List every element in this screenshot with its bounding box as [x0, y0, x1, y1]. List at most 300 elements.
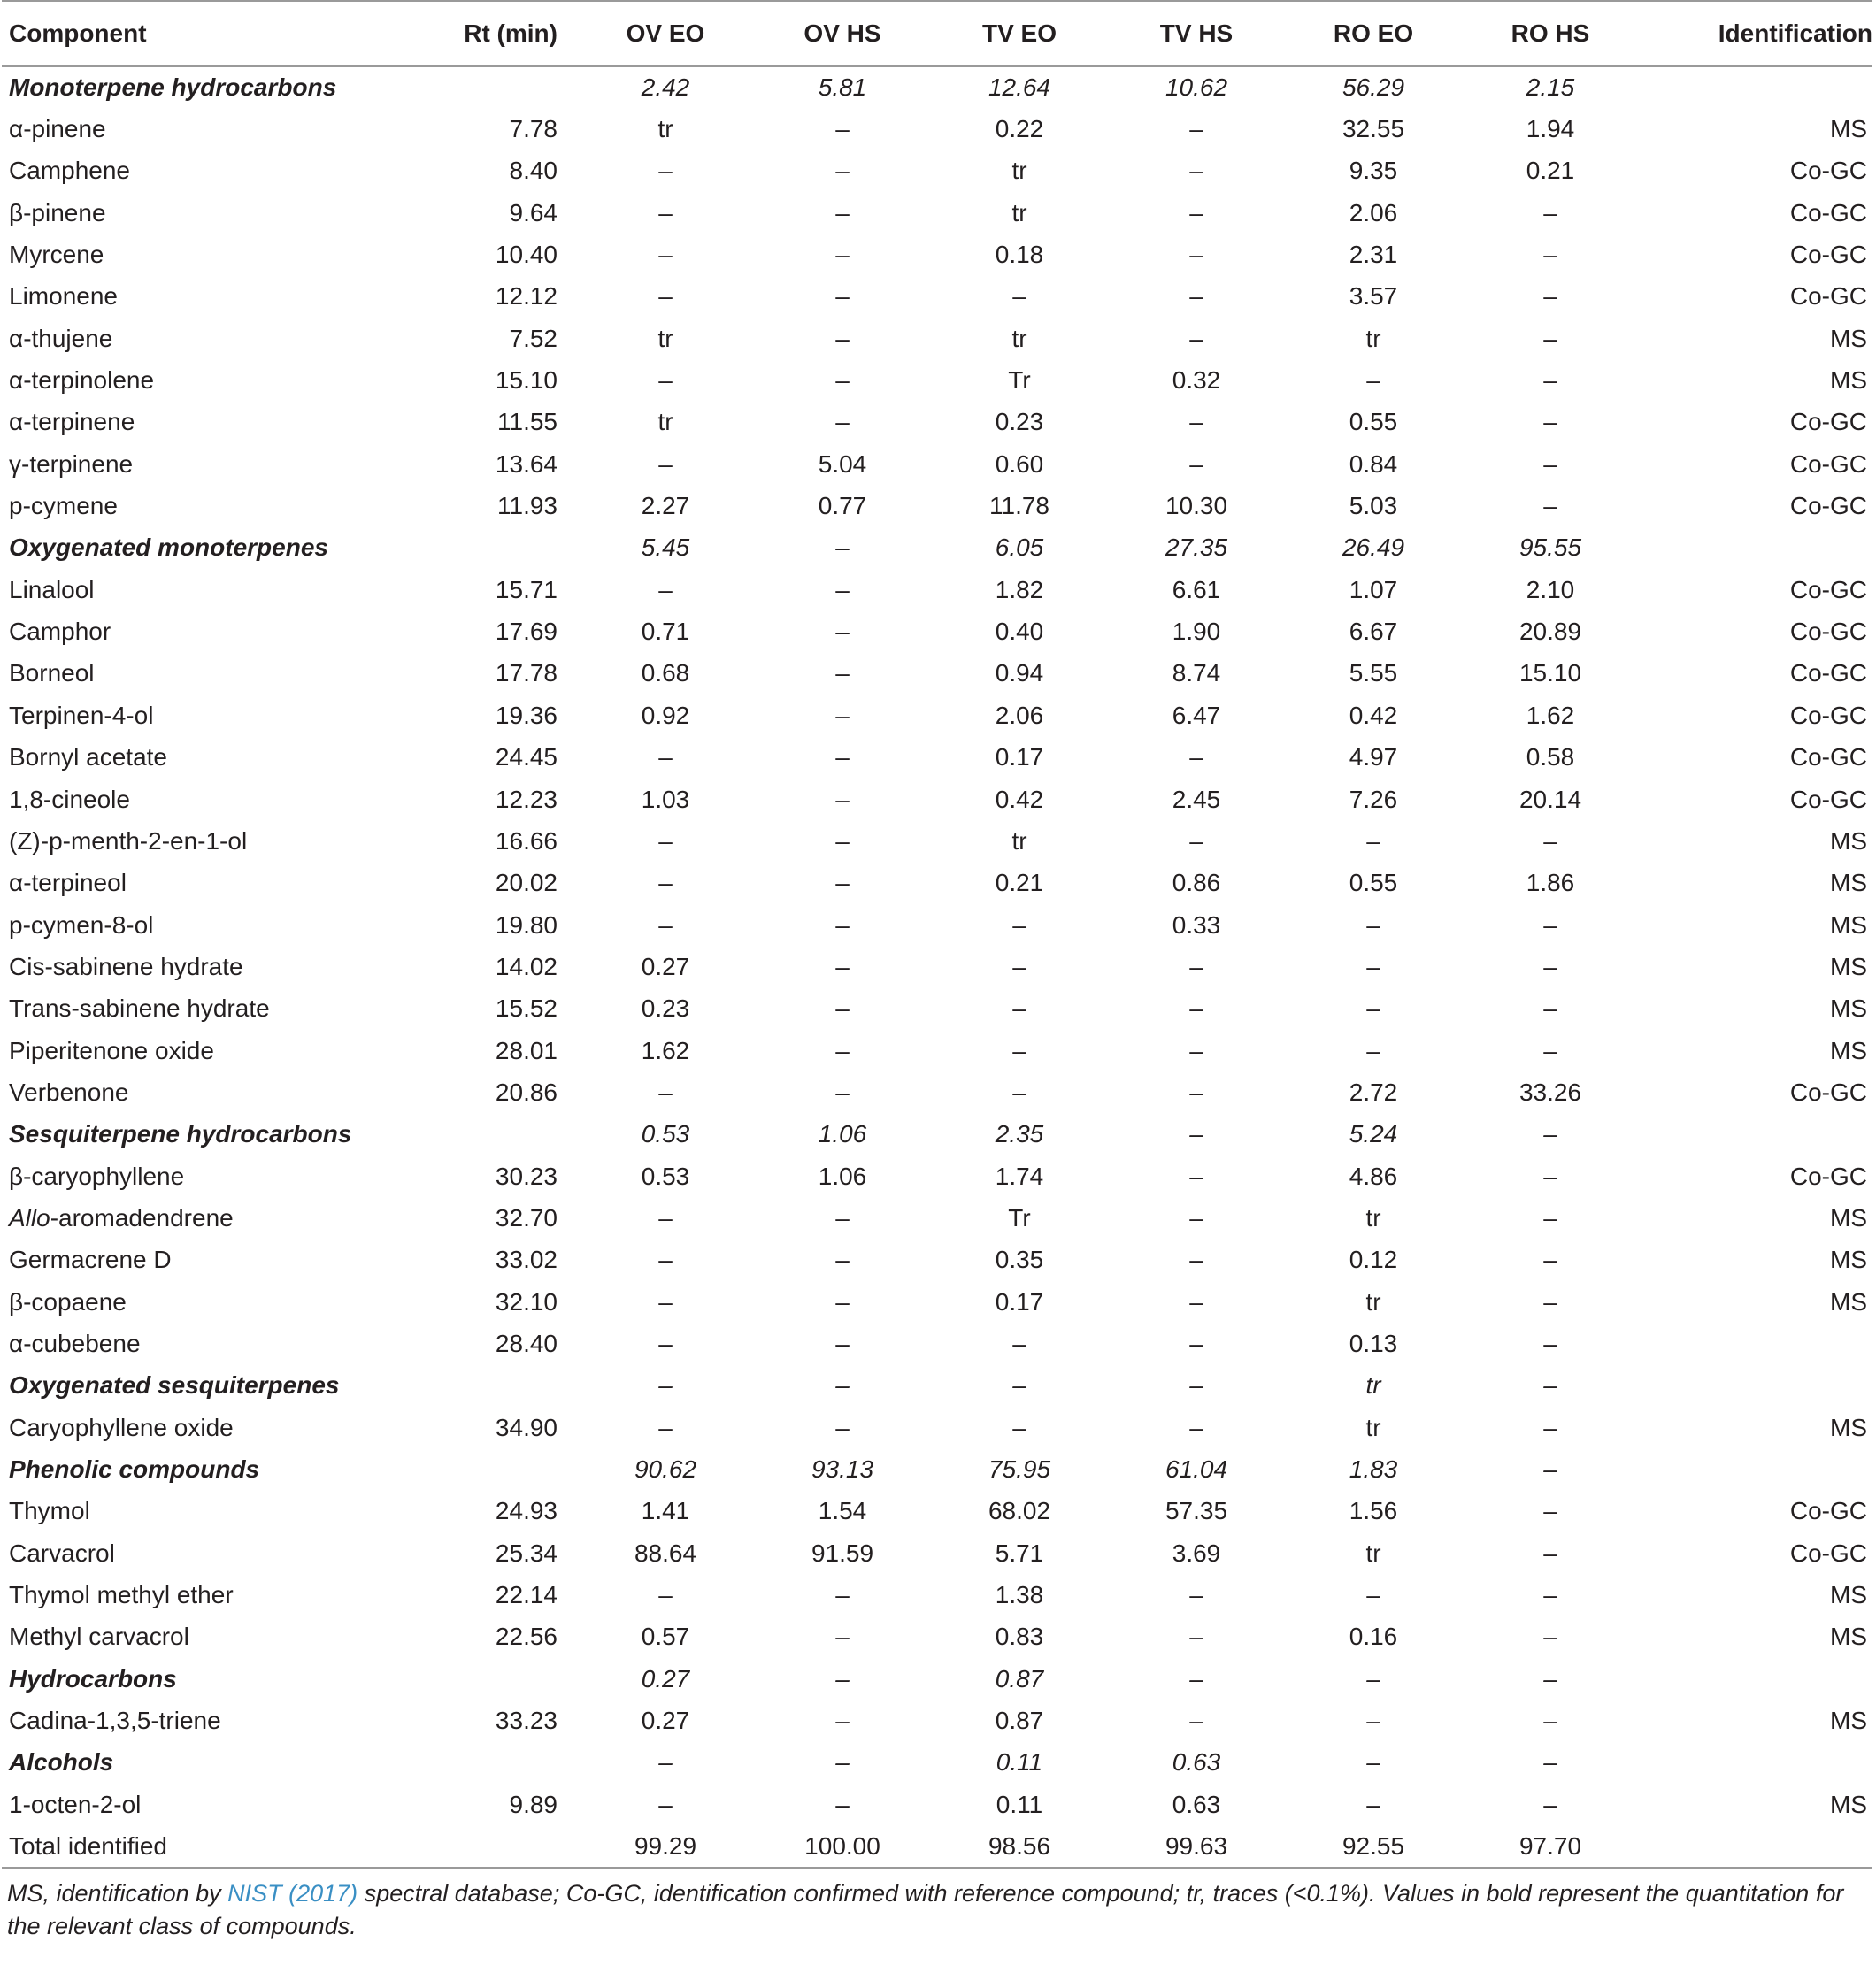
cell-ov-hs: –: [835, 1623, 850, 1651]
cell-identification: Co-GC: [1789, 701, 1867, 729]
cell-rt: 30.23: [495, 1162, 557, 1190]
cell-ro-hs: 1.94: [1526, 115, 1575, 143]
cell-tv-eo: 0.87: [995, 1664, 1044, 1693]
table-row: [2, 610, 1872, 652]
cell-ov-eo: –: [658, 1581, 673, 1609]
cell-ov-eo: tr: [657, 324, 673, 352]
footnote-text-start: MS, identification by: [7, 1879, 228, 1907]
cell-ov-hs: –: [835, 1413, 850, 1441]
cell-tv-eo: 75.95: [988, 1455, 1051, 1484]
cell-ov-eo: –: [658, 198, 673, 226]
cell-ov-eo: 0.71: [641, 618, 690, 646]
cell-component: Germacrene D: [9, 1246, 172, 1274]
cell-tv-eo: –: [1012, 1371, 1026, 1400]
cell-identification: Co-GC: [1789, 241, 1867, 269]
cell-ov-hs: –: [835, 952, 850, 980]
header-tv-hs: TV HS: [1108, 1, 1285, 66]
cell-tv-eo: 0.18: [995, 241, 1044, 269]
cell-tv-eo: 5.71: [995, 1539, 1044, 1567]
header-rt: Rt (min): [435, 1, 577, 66]
cell-ov-eo: –: [658, 1078, 673, 1106]
cell-ov-eo: –: [658, 1329, 673, 1357]
cell-tv-hs: –: [1189, 743, 1203, 771]
cell-tv-eo: tr: [1011, 198, 1027, 226]
cell-component: Methyl carvacrol: [9, 1623, 189, 1651]
cell-identification: Co-GC: [1789, 157, 1867, 185]
cell-ov-hs: 91.59: [811, 1539, 874, 1567]
cell-component: Cadina-1,3,5-triene: [9, 1707, 221, 1735]
cell-component: Thymol: [9, 1497, 90, 1525]
cell-ov-hs: –: [835, 324, 850, 352]
header-row: [2, 1, 1872, 66]
cell-tv-hs: 2.45: [1172, 785, 1221, 813]
cell-tv-hs: –: [1189, 282, 1203, 311]
category-row: [2, 1365, 1872, 1407]
cell-identification: MS: [1830, 1246, 1867, 1274]
cell-identification: [1639, 1114, 1872, 1155]
cell-rt: [435, 1825, 577, 1867]
cell-tv-eo: 0.60: [995, 449, 1044, 478]
cell-identification: MS: [1830, 1413, 1867, 1441]
cell-component: α-terpinene: [9, 408, 135, 436]
cell-component: β-pinene: [9, 198, 106, 226]
cell-identification: [1639, 527, 1872, 569]
cell-ro-hs: 33.26: [1518, 1078, 1582, 1106]
table-row: [2, 1784, 1872, 1825]
cell-ro-hs: –: [1543, 1329, 1557, 1357]
cell-identification: Co-GC: [1789, 785, 1867, 813]
cell-ro-eo: 5.55: [1349, 659, 1398, 687]
cell-ro-hs: –: [1543, 492, 1557, 520]
cell-identification: MS: [1830, 115, 1867, 143]
cell-component: Linalool: [9, 575, 95, 603]
cell-ro-eo: –: [1366, 1664, 1380, 1693]
cell-tv-eo: 0.17: [995, 743, 1044, 771]
cell-ov-hs: –: [835, 1371, 850, 1400]
cell-ov-hs: –: [835, 1790, 850, 1818]
cell-ro-eo: 3.57: [1349, 282, 1398, 311]
cell-rt: 13.64: [495, 449, 557, 478]
cell-component: α-terpineol: [9, 869, 127, 897]
cell-rt: 12.23: [495, 785, 557, 813]
cell-ro-hs: 97.70: [1462, 1825, 1639, 1867]
cell-ro-eo: –: [1366, 952, 1380, 980]
table-row: [2, 108, 1872, 150]
cell-ro-eo: –: [1366, 1790, 1380, 1818]
table-header: [2, 1, 1872, 66]
footnote-reference-link[interactable]: NIST (2017): [227, 1879, 358, 1907]
cell-rt: 16.66: [495, 826, 557, 855]
cell-ov-hs: 100.00: [754, 1825, 931, 1867]
cell-ro-eo: –: [1366, 1036, 1380, 1064]
cell-component: Myrcene: [9, 241, 104, 269]
cell-ov-eo: –: [658, 869, 673, 897]
cell-tv-hs: –: [1189, 1329, 1203, 1357]
cell-rt: 10.40: [495, 241, 557, 269]
cell-ro-eo: 92.55: [1285, 1825, 1462, 1867]
cell-ro-eo: tr: [1365, 1203, 1381, 1232]
cell-identification: Co-GC: [1789, 659, 1867, 687]
cell-tv-eo: 0.11: [996, 1748, 1043, 1777]
table-footnote: [7, 1877, 1865, 1943]
cell-ro-hs: 2.10: [1526, 575, 1575, 603]
cell-ov-hs: –: [835, 198, 850, 226]
header-ov-eo: OV EO: [577, 1, 754, 66]
cell-tv-eo: 1.38: [995, 1581, 1044, 1609]
cell-identification: MS: [1830, 994, 1867, 1023]
header-ro-eo: RO EO: [1285, 1, 1462, 66]
table-row: [2, 1323, 1872, 1364]
cell-ro-hs: –: [1543, 826, 1557, 855]
cell-ro-eo: tr: [1365, 1413, 1381, 1441]
cell-ov-eo: 0.27: [641, 1664, 690, 1693]
cell-component: Verbenone: [9, 1078, 129, 1106]
cell-ov-eo: 1.03: [641, 785, 690, 813]
cell-component: β-caryophyllene: [9, 1162, 185, 1190]
table-row: [2, 1532, 1872, 1574]
cell-tv-eo: 6.05: [995, 533, 1044, 562]
table-row: [2, 820, 1872, 862]
category-row: [2, 527, 1872, 569]
table-row: [2, 653, 1872, 695]
cell-rt: 32.10: [495, 1287, 557, 1316]
cell-tv-hs: –: [1189, 952, 1203, 980]
cell-ro-eo: 0.42: [1349, 701, 1398, 729]
total-row: [2, 1825, 1872, 1867]
table-row: [2, 318, 1872, 359]
cell-rt: 33.02: [495, 1246, 557, 1274]
cell-tv-eo: 2.35: [995, 1120, 1044, 1148]
cell-tv-hs: –: [1189, 198, 1203, 226]
cell-tv-hs: –: [1189, 1162, 1203, 1190]
cell-ov-hs: –: [835, 241, 850, 269]
cell-rt: 9.64: [509, 198, 557, 226]
cell-tv-hs: –: [1189, 324, 1203, 352]
table-row: [2, 1700, 1872, 1741]
cell-ov-eo: 0.68: [641, 659, 690, 687]
cell-ro-hs: –: [1543, 1539, 1557, 1567]
table-row: [2, 863, 1872, 904]
table-row: [2, 569, 1872, 610]
cell-tv-eo: –: [1012, 910, 1026, 939]
cell-ro-hs: 2.15: [1526, 73, 1575, 102]
cell-ro-hs: –: [1543, 1246, 1557, 1274]
cell-ov-eo: –: [658, 282, 673, 311]
cell-ro-hs: –: [1543, 241, 1557, 269]
cell-identification: MS: [1830, 1203, 1867, 1232]
cell-tv-hs: –: [1189, 1664, 1203, 1693]
cell-ro-hs: 20.89: [1518, 618, 1582, 646]
category-row: [2, 1658, 1872, 1700]
table-body: [2, 66, 1872, 1868]
cell-component: Trans-sabinene hydrate: [9, 994, 270, 1023]
cell-ov-eo: 2.27: [641, 492, 690, 520]
cell-ro-eo: 32.55: [1342, 115, 1405, 143]
cell-ro-hs: –: [1543, 1790, 1557, 1818]
cell-ov-hs: –: [835, 910, 850, 939]
cell-identification: MS: [1830, 869, 1867, 897]
cell-ro-eo: –: [1366, 1748, 1380, 1777]
cell-ov-eo: 0.57: [641, 1623, 690, 1651]
cell-tv-hs: –: [1189, 1371, 1203, 1400]
table-row: [2, 485, 1872, 526]
cell-ro-eo: 2.72: [1349, 1078, 1398, 1106]
cell-ov-eo: 99.29: [577, 1825, 754, 1867]
cell-ov-eo: 0.27: [641, 952, 690, 980]
cell-ov-eo: –: [658, 1246, 673, 1274]
cell-rt: 19.36: [495, 701, 557, 729]
cell-ro-hs: –: [1543, 1287, 1557, 1316]
table-row: [2, 1491, 1872, 1532]
cell-ro-eo: –: [1366, 994, 1380, 1023]
cell-tv-hs: –: [1189, 115, 1203, 143]
cell-ro-eo: 0.55: [1349, 869, 1398, 897]
cell-tv-eo: –: [1012, 1329, 1026, 1357]
table-row: [2, 1071, 1872, 1113]
cell-tv-hs: –: [1189, 241, 1203, 269]
cell-ov-eo: 1.41: [641, 1497, 690, 1525]
cell-ov-hs: –: [835, 1664, 850, 1693]
cell-component: (Z)-p-menth-2-en-1-ol: [9, 826, 248, 855]
cell-ov-eo: 0.53: [641, 1162, 690, 1190]
cell-tv-hs: 6.61: [1172, 575, 1221, 603]
cell-component: β-copaene: [9, 1287, 127, 1316]
cell-ro-eo: tr: [1365, 1539, 1381, 1567]
cell-ov-hs: –: [835, 785, 850, 813]
cell-ro-hs: 0.58: [1526, 743, 1575, 771]
cell-ro-eo: tr: [1365, 1287, 1381, 1316]
cell-ov-hs: 5.04: [818, 449, 867, 478]
cell-tv-eo: tr: [1011, 324, 1027, 352]
cell-component: Oxygenated monoterpenes: [9, 533, 328, 562]
cell-ov-eo: 0.27: [641, 1707, 690, 1735]
cell-component: γ-terpinene: [9, 449, 134, 478]
cell-ro-hs: –: [1543, 1707, 1557, 1735]
cell-tv-eo: 12.64: [988, 73, 1051, 102]
cell-component: Camphene: [9, 157, 130, 185]
cell-ro-eo: tr: [1365, 324, 1381, 352]
compound-name: -aromadendrene: [50, 1203, 234, 1232]
cell-ov-hs: –: [835, 826, 850, 855]
cell-component: Hydrocarbons: [9, 1664, 177, 1693]
cell-tv-eo: 0.17: [995, 1287, 1044, 1316]
cell-ov-eo: –: [658, 1790, 673, 1818]
cell-ov-hs: –: [835, 1748, 850, 1777]
cell-component: Camphor: [9, 618, 111, 646]
cell-tv-eo: 68.02: [988, 1497, 1051, 1525]
cell-ov-eo: 1.62: [641, 1036, 690, 1064]
cell-ov-eo: 90.62: [634, 1455, 697, 1484]
cell-ro-hs: 1.86: [1526, 869, 1575, 897]
cell-rt: 9.89: [509, 1790, 557, 1818]
cell-tv-eo: –: [1012, 1078, 1026, 1106]
cell-tv-hs: 61.04: [1165, 1455, 1228, 1484]
cell-ov-hs: –: [835, 533, 850, 562]
cell-ro-eo: tr: [1365, 1371, 1381, 1400]
cell-rt: [435, 1365, 577, 1407]
cell-ov-hs: –: [835, 1329, 850, 1357]
cell-tv-eo: 11.78: [989, 492, 1049, 520]
cell-ov-hs: –: [835, 1707, 850, 1735]
cell-identification: [1639, 1742, 1872, 1784]
table-row: [2, 1616, 1872, 1658]
cell-ov-hs: 1.54: [818, 1497, 867, 1525]
cell-rt: [435, 1114, 577, 1155]
cell-identification: [1639, 1825, 1872, 1867]
cell-ro-hs: 20.14: [1518, 785, 1582, 813]
cell-tv-eo: –: [1012, 282, 1026, 311]
cell-rt: [435, 1448, 577, 1490]
cell-ro-hs: –: [1543, 324, 1557, 352]
cell-rt: 34.90: [495, 1413, 557, 1441]
cell-rt: 15.10: [495, 366, 557, 395]
cell-ro-eo: –: [1366, 1581, 1380, 1609]
cell-rt: 15.52: [495, 994, 557, 1023]
cell-tv-hs: –: [1189, 408, 1203, 436]
cell-component: Monoterpene hydrocarbons: [9, 73, 337, 102]
cell-ov-hs: –: [835, 1287, 850, 1316]
cell-component: Oxygenated sesquiterpenes: [9, 1371, 340, 1400]
cell-rt: 20.86: [495, 1078, 557, 1106]
cell-tv-hs: 10.30: [1165, 492, 1228, 520]
header-ro-hs: RO HS: [1462, 1, 1639, 66]
cell-identification: [1639, 66, 1872, 108]
cell-identification: Co-GC: [1789, 1539, 1867, 1567]
cell-ov-hs: –: [835, 1581, 850, 1609]
cell-tv-hs: 6.47: [1172, 701, 1221, 729]
cell-ov-eo: 0.53: [641, 1120, 690, 1148]
cell-ro-hs: –: [1543, 994, 1557, 1023]
table-row: [2, 1240, 1872, 1281]
cell-ov-eo: –: [658, 575, 673, 603]
cell-ov-hs: –: [835, 575, 850, 603]
cell-ro-eo: –: [1366, 1707, 1380, 1735]
cell-ov-eo: –: [658, 157, 673, 185]
cell-rt: [435, 66, 577, 108]
table-row: [2, 1030, 1872, 1071]
cell-ro-hs: 1.62: [1526, 701, 1575, 729]
table-row: [2, 779, 1872, 820]
table-row: [2, 904, 1872, 946]
cell-ov-eo: –: [658, 743, 673, 771]
table-row: [2, 695, 1872, 736]
cell-ro-eo: 5.24: [1349, 1120, 1398, 1148]
cell-ro-hs: –: [1543, 1623, 1557, 1651]
cell-tv-hs: –: [1189, 1413, 1203, 1441]
table-row: [2, 988, 1872, 1030]
table-row: [2, 150, 1872, 192]
cell-identification: [1639, 1448, 1872, 1490]
cell-rt: [435, 1658, 577, 1700]
table-row: [2, 402, 1872, 443]
cell-ro-eo: 4.97: [1349, 743, 1398, 771]
cell-tv-eo: Tr: [1008, 1203, 1031, 1232]
cell-component: α-pinene: [9, 115, 106, 143]
cell-ov-hs: 1.06: [818, 1162, 867, 1190]
cell-ov-hs: 0.77: [818, 492, 867, 520]
cell-ro-eo: 4.86: [1349, 1162, 1398, 1190]
cell-ro-hs: –: [1543, 282, 1557, 311]
compound-prefix: Allo: [9, 1203, 50, 1232]
cell-tv-eo: 0.83: [995, 1623, 1044, 1651]
table-row: [2, 234, 1872, 275]
cell-ov-hs: 5.81: [818, 73, 867, 102]
cell-component: α-terpinolene: [9, 366, 155, 395]
cell-identification: MS: [1830, 366, 1867, 395]
cell-ro-hs: –: [1543, 910, 1557, 939]
cell-component: Cis-sabinene hydrate: [9, 952, 243, 980]
cell-ov-hs: –: [835, 115, 850, 143]
cell-tv-hs: 0.63: [1172, 1748, 1221, 1777]
cell-ov-hs: –: [835, 408, 850, 436]
cell-identification: Co-GC: [1789, 449, 1867, 478]
cell-tv-hs: –: [1189, 1287, 1203, 1316]
cell-tv-eo: 0.94: [995, 659, 1044, 687]
cell-tv-hs: 0.32: [1172, 366, 1221, 395]
cell-ro-eo: 6.67: [1349, 618, 1398, 646]
cell-tv-eo: 0.21: [995, 869, 1044, 897]
cell-tv-eo: 98.56: [931, 1825, 1108, 1867]
cell-rt: 15.71: [495, 575, 557, 603]
cell-tv-hs: –: [1189, 1581, 1203, 1609]
cell-ro-hs: –: [1543, 1581, 1557, 1609]
cell-rt: 22.14: [495, 1581, 557, 1609]
cell-tv-hs: 0.33: [1172, 910, 1221, 939]
cell-component: Piperitenone oxide: [9, 1036, 214, 1064]
cell-ro-eo: 56.29: [1342, 73, 1405, 102]
cell-identification: MS: [1830, 910, 1867, 939]
cell-tv-hs: –: [1189, 1078, 1203, 1106]
cell-ov-eo: –: [658, 826, 673, 855]
header-component: Component: [2, 1, 435, 66]
cell-ro-eo: 0.55: [1349, 408, 1398, 436]
cell-ro-eo: 5.03: [1349, 492, 1398, 520]
cell-identification: Co-GC: [1789, 1162, 1867, 1190]
table-row: [2, 1155, 1872, 1197]
cell-component: Borneol: [9, 659, 95, 687]
cell-component: p-cymen-8-ol: [9, 910, 154, 939]
cell-identification: Co-GC: [1789, 1078, 1867, 1106]
cell-identification: Co-GC: [1789, 1497, 1867, 1525]
cell-tv-eo: 0.42: [995, 785, 1044, 813]
cell-ro-hs: 15.10: [1518, 659, 1582, 687]
cell-tv-hs: 0.63: [1172, 1790, 1221, 1818]
cell-tv-eo: 0.11: [996, 1790, 1043, 1818]
cell-ov-eo: 5.45: [641, 533, 690, 562]
cell-ov-eo: –: [658, 366, 673, 395]
cell-component: Alcohols: [9, 1748, 114, 1777]
cell-rt: 17.69: [495, 618, 557, 646]
cell-identification: Co-GC: [1789, 282, 1867, 311]
cell-ov-eo: 88.64: [634, 1539, 697, 1567]
table-row: [2, 1197, 1872, 1239]
category-row: [2, 1114, 1872, 1155]
cell-identification: Co-GC: [1789, 198, 1867, 226]
cell-rt: 7.52: [509, 324, 557, 352]
cell-ov-eo: –: [658, 1748, 673, 1777]
cell-component: [2, 1197, 435, 1239]
cell-ro-eo: 1.83: [1349, 1455, 1398, 1484]
cell-identification: Co-GC: [1789, 743, 1867, 771]
cell-rt: 19.80: [495, 910, 557, 939]
cell-tv-hs: 8.74: [1172, 659, 1221, 687]
cell-ov-eo: –: [658, 449, 673, 478]
cell-tv-eo: 0.87: [995, 1707, 1044, 1735]
cell-rt: 20.02: [495, 869, 557, 897]
cell-rt: 24.45: [495, 743, 557, 771]
cell-ov-eo: tr: [657, 115, 673, 143]
cell-ov-hs: –: [835, 366, 850, 395]
